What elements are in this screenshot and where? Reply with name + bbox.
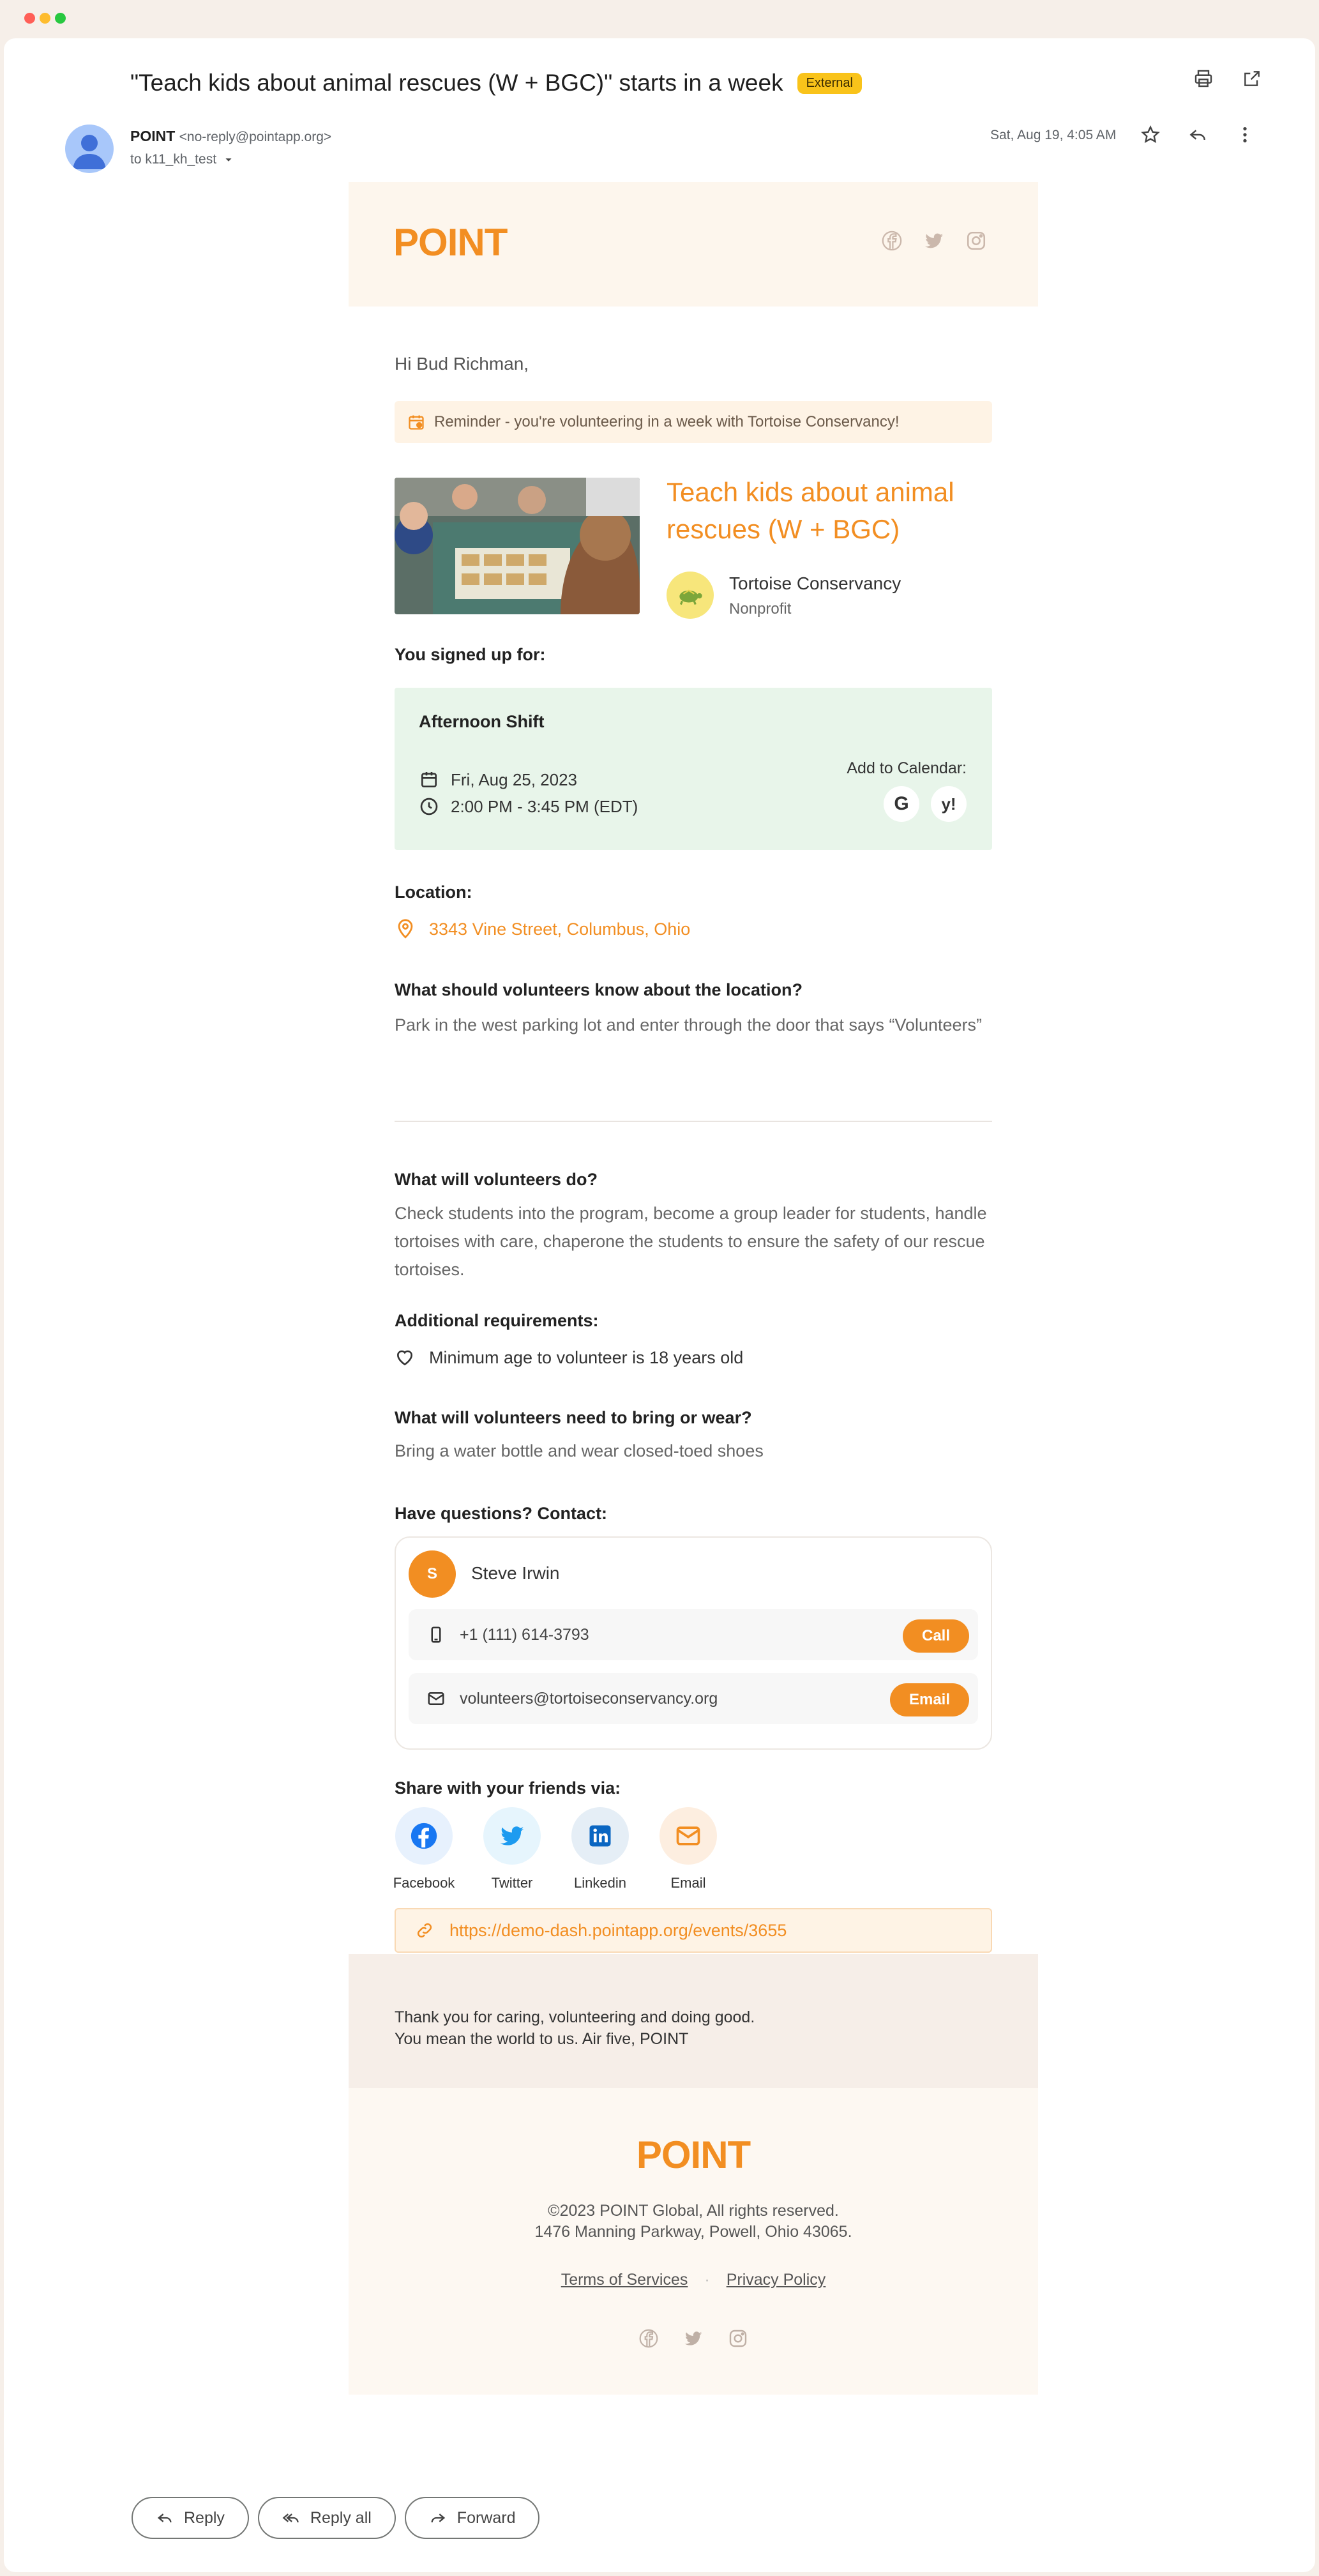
minimize-window-button[interactable] <box>40 13 50 24</box>
card-header <box>349 182 1038 307</box>
contact-avatar: S <box>409 1550 456 1598</box>
share-facebook[interactable] <box>395 1807 453 1891</box>
company-address: 1476 Manning Parkway, Powell, Ohio 43065. <box>534 2223 852 2241</box>
heart-icon <box>395 1347 415 1368</box>
share-buttons <box>395 1807 718 1891</box>
reply-all-label: Reply all <box>310 2508 372 2527</box>
subject-actions <box>1190 65 1265 92</box>
open-in-new-window-icon[interactable] <box>1239 65 1265 92</box>
contact-phone-row <box>409 1609 978 1660</box>
location-label: Location: <box>395 883 472 902</box>
window-titlebar <box>0 0 1319 38</box>
calendar-icon <box>419 769 439 790</box>
footer-copyright <box>349 2201 1038 2243</box>
tortoise-logo-icon <box>667 572 714 619</box>
point-logo: POINT <box>393 221 508 264</box>
linkedin-icon <box>586 1822 614 1850</box>
privacy-link[interactable]: Privacy Policy <box>726 2271 826 2289</box>
more-vertical-icon[interactable] <box>1232 121 1258 148</box>
thanks-section <box>349 1954 1038 2088</box>
facebook-icon[interactable] <box>638 2328 659 2349</box>
share-email[interactable] <box>659 1807 718 1891</box>
copyright-text: ©2023 POINT Global, All rights reserved. <box>548 2202 839 2220</box>
chevron-down-icon[interactable] <box>222 153 236 167</box>
requirement-row <box>395 1347 743 1368</box>
link-separator: · <box>704 2271 710 2289</box>
shift-date-row <box>419 769 577 790</box>
reply-actions <box>132 2497 539 2539</box>
sender-avatar[interactable] <box>65 125 114 173</box>
share-linkedin[interactable] <box>571 1807 629 1891</box>
location-address[interactable]: 3343 Vine Street, Columbus, Ohio <box>429 919 691 939</box>
card-body <box>349 307 1038 2289</box>
location-row[interactable] <box>395 918 690 940</box>
message-actions <box>1137 121 1258 148</box>
twitter-icon[interactable] <box>683 2328 704 2349</box>
reminder-text: Reminder - you're volunteering in a week with Tortoise Conservancy! <box>434 413 900 430</box>
header-social-links <box>881 230 987 252</box>
footer-links <box>349 2271 1038 2289</box>
thanks-line-2: You mean the world to us. Air five, POINT <box>395 2030 689 2048</box>
reply-icon[interactable] <box>1184 121 1211 148</box>
close-window-button[interactable] <box>24 13 35 24</box>
shift-time: 2:00 PM - 3:45 PM (EDT) <box>451 796 638 816</box>
call-button[interactable]: Call <box>903 1619 969 1653</box>
volunteer-tasks-label: What will volunteers do? <box>395 1170 598 1189</box>
questions-label: Have questions? Contact: <box>395 1504 608 1523</box>
thanks-line-1: Thank you for caring, volunteering and doing good. <box>395 2008 755 2026</box>
email-footer <box>349 2088 1038 2395</box>
event-title[interactable]: Teach kids about animal rescues (W + BGC) <box>667 477 954 544</box>
calendar-reminder-icon <box>407 413 425 431</box>
phone-icon <box>426 1625 446 1644</box>
shift-date: Fri, Aug 25, 2023 <box>451 769 578 789</box>
shift-time-row <box>419 796 638 817</box>
contact-card <box>395 1536 992 1750</box>
email-contact-button[interactable]: Email <box>890 1683 969 1716</box>
bring-label: What will volunteers need to bring or wear? <box>395 1408 752 1427</box>
forward-label: Forward <box>456 2508 516 2527</box>
location-info-text: Park in the west parking lot and enter through the door that says “Volunteers” <box>395 1015 983 1034</box>
facebook-icon <box>410 1822 438 1850</box>
section-divider <box>395 1121 992 1122</box>
email-view <box>4 38 1315 2572</box>
facebook-icon[interactable] <box>881 230 903 252</box>
mail-icon <box>426 1689 446 1708</box>
share-twitter-label: Twitter <box>491 1875 533 1891</box>
email-subject-row <box>130 64 862 102</box>
event-url[interactable]: https://demo-dash.pointapp.org/events/3655 <box>449 1920 787 1940</box>
reply-all-icon <box>282 2509 300 2527</box>
twitter-icon <box>498 1822 526 1850</box>
email-card <box>349 182 1038 2289</box>
terms-link[interactable]: Terms of Services <box>561 2271 688 2289</box>
instagram-icon[interactable] <box>965 230 987 252</box>
org-name[interactable]: Tortoise Conservancy <box>729 573 901 593</box>
reply-all-button[interactable] <box>258 2497 396 2539</box>
share-facebook-label: Facebook <box>393 1875 455 1891</box>
event-link-box[interactable] <box>395 1908 992 1953</box>
reply-icon <box>156 2509 174 2527</box>
shift-card <box>395 688 992 850</box>
share-twitter[interactable] <box>483 1807 541 1891</box>
map-pin-icon <box>395 918 416 940</box>
maximize-window-button[interactable] <box>55 13 66 24</box>
contact-email: volunteers@tortoiseconservancy.org <box>460 1689 718 1708</box>
external-badge: External <box>797 73 862 94</box>
clock-icon <box>419 796 439 817</box>
reply-label: Reply <box>184 2508 225 2527</box>
sender-line <box>130 128 331 145</box>
bring-text: Bring a water bottle and wear closed-toed shoes <box>395 1441 764 1460</box>
google-calendar-button[interactable]: G <box>884 786 919 822</box>
sender-email: <no-reply@pointapp.org> <box>179 130 332 144</box>
calendar-buttons <box>884 786 967 822</box>
footer-logo-wrap <box>349 2133 1038 2177</box>
share-label: Share with your friends via: <box>395 1778 621 1798</box>
add-to-calendar-label: Add to Calendar: <box>847 759 967 777</box>
recipient: to k11_kh_test <box>130 152 217 167</box>
reply-button[interactable] <box>132 2497 249 2539</box>
org-type: Nonprofit <box>729 600 792 617</box>
share-linkedin-label: Linkedin <box>574 1875 626 1891</box>
mail-icon <box>674 1822 702 1850</box>
link-icon <box>415 1921 434 1940</box>
contact-phone: +1 (111) 614-3793 <box>460 1625 589 1644</box>
print-icon[interactable] <box>1190 65 1217 92</box>
recipient-line[interactable] <box>130 152 236 167</box>
event-photo <box>395 478 640 614</box>
sender-name[interactable]: POINT <box>130 128 176 144</box>
forward-icon <box>429 2509 447 2527</box>
email-subject: "Teach kids about animal rescues (W + BGC)" starts in a week <box>130 70 783 96</box>
email-date: Sat, Aug 19, 4:05 AM <box>990 128 1117 142</box>
greeting: Hi Bud Richman, <box>395 354 529 374</box>
contact-name: Steve Irwin <box>471 1563 560 1583</box>
share-email-label: Email <box>670 1875 706 1891</box>
yahoo-calendar-button[interactable]: y! <box>931 786 967 822</box>
volunteer-tasks-text: Check students into the program, become a group leader for students, handle tortoises with care, chaperone the students to ensure the safety of our rescue tortoises. <box>395 1204 987 1279</box>
reminder-banner <box>395 401 992 443</box>
twitter-icon[interactable] <box>923 230 945 252</box>
star-icon[interactable] <box>1137 121 1164 148</box>
forward-button[interactable] <box>405 2497 540 2539</box>
contact-email-row <box>409 1673 978 1724</box>
location-info-label: What should volunteers know about the location? <box>395 980 803 999</box>
requirements-label: Additional requirements: <box>395 1311 599 1330</box>
thanks-text <box>395 2006 755 2050</box>
instagram-icon[interactable] <box>728 2328 748 2349</box>
footer-point-logo: POINT <box>636 2133 751 2176</box>
shift-name: Afternoon Shift <box>419 712 545 731</box>
requirement-text: Minimum age to volunteer is 18 years old <box>429 1347 744 1367</box>
signed-up-label: You signed up for: <box>395 645 546 664</box>
footer-social-links <box>349 2328 1038 2349</box>
